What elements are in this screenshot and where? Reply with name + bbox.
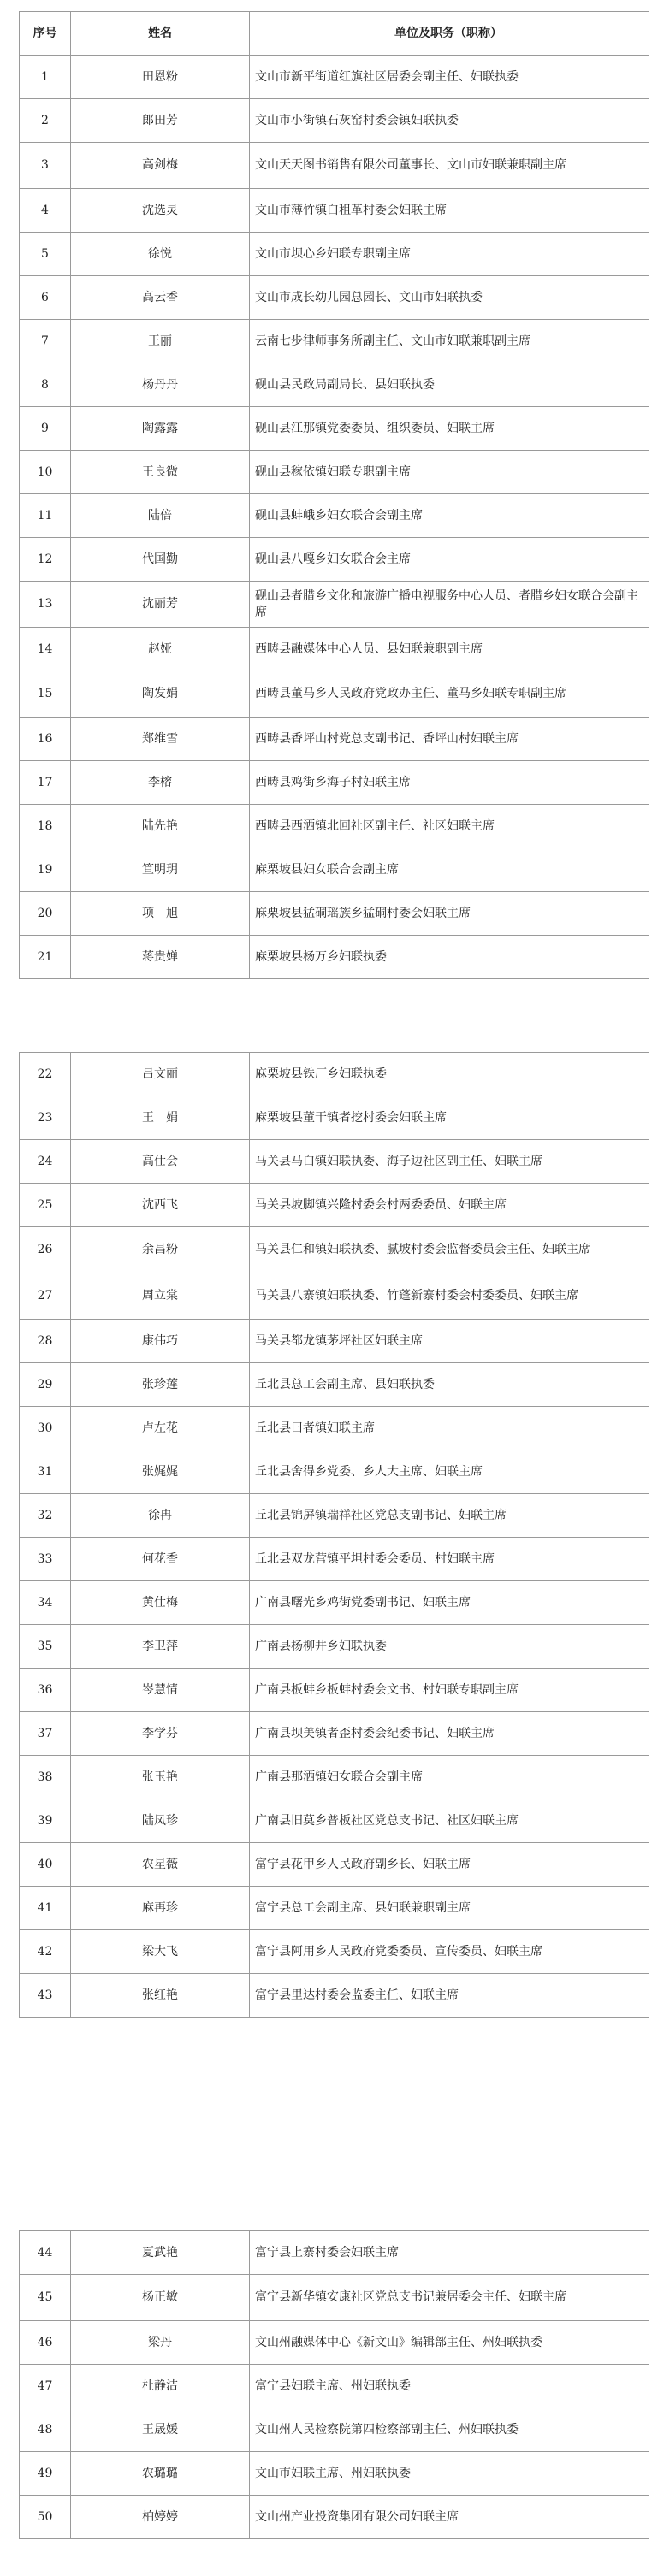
table-row xyxy=(20,407,649,451)
row-number: 28 xyxy=(20,1320,71,1363)
table-row xyxy=(20,1053,649,1096)
row-number: 29 xyxy=(20,1363,71,1407)
person-name: 黄仕梅 xyxy=(71,1581,250,1625)
unit-and-position: 马关县坡脚镇兴隆村委会村两委委员、妇联主席 xyxy=(250,1184,649,1227)
person-name: 王良微 xyxy=(71,451,250,494)
unit-and-position: 麻栗坡县董干镇者挖村委会妇联主席 xyxy=(250,1096,649,1140)
unit-and-position: 马关县仁和镇妇联执委、腻坡村委会监督委员会主任、妇联主席 xyxy=(250,1227,649,1273)
header-number: 序号 xyxy=(20,12,71,56)
row-number: 15 xyxy=(20,671,71,718)
row-number: 20 xyxy=(20,892,71,936)
table-row xyxy=(20,2275,649,2321)
table-row xyxy=(20,1669,649,1712)
person-name: 沈丽芳 xyxy=(71,582,250,628)
table-row xyxy=(20,1184,649,1227)
roster-table-part-2 xyxy=(19,1052,649,2018)
row-number: 48 xyxy=(20,2408,71,2452)
unit-and-position: 丘北县舍得乡党委、乡人大主席、妇联主席 xyxy=(250,1450,649,1494)
table-row xyxy=(20,1887,649,1930)
row-number: 14 xyxy=(20,628,71,671)
unit-and-position: 文山市坝心乡妇联专职副主席 xyxy=(250,233,649,276)
unit-and-position: 广南县坝美镇者歪村委会纪委书记、妇联主席 xyxy=(250,1712,649,1756)
person-name: 康伟巧 xyxy=(71,1320,250,1363)
person-name: 夏武艳 xyxy=(71,2231,250,2275)
unit-and-position: 富宁县妇联主席、州妇联执委 xyxy=(250,2365,649,2408)
row-number: 8 xyxy=(20,363,71,407)
unit-and-position: 麻栗坡县妇女联合会副主席 xyxy=(250,848,649,892)
table-row xyxy=(20,494,649,538)
person-name: 徐悦 xyxy=(71,233,250,276)
unit-and-position: 砚山县江那镇党委委员、组织委员、妇联主席 xyxy=(250,407,649,451)
row-number: 31 xyxy=(20,1450,71,1494)
row-number: 12 xyxy=(20,538,71,582)
table-row xyxy=(20,1712,649,1756)
unit-and-position: 文山市新平街道红旗社区居委会副主任、妇联执委 xyxy=(250,56,649,99)
person-name: 杨正敏 xyxy=(71,2275,250,2321)
unit-and-position: 富宁县总工会副主席、县妇联兼职副主席 xyxy=(250,1887,649,1930)
person-name: 张玉艳 xyxy=(71,1756,250,1799)
person-name: 陆倍 xyxy=(71,494,250,538)
row-number: 42 xyxy=(20,1930,71,1974)
unit-and-position: 麻栗坡县猛硐瑶族乡猛硐村委会妇联主席 xyxy=(250,892,649,936)
person-name: 岑慧情 xyxy=(71,1669,250,1712)
unit-and-position: 丘北县双龙营镇平坦村委会委员、村妇联主席 xyxy=(250,1538,649,1581)
row-number: 30 xyxy=(20,1407,71,1450)
unit-and-position: 砚山县者腊乡文化和旅游广播电视服务中心人员、者腊乡妇女联合会副主席 xyxy=(250,582,649,628)
row-number: 41 xyxy=(20,1887,71,1930)
row-number: 2 xyxy=(20,99,71,143)
person-name: 陆先艳 xyxy=(71,805,250,848)
unit-and-position: 广南县曙光乡鸡街党委副书记、妇联主席 xyxy=(250,1581,649,1625)
unit-and-position: 文山市小街镇石灰窑村委会镇妇联执委 xyxy=(250,99,649,143)
row-number: 45 xyxy=(20,2275,71,2321)
unit-and-position: 丘北县锦屏镇瑞祥社区党总支副书记、妇联主席 xyxy=(250,1494,649,1538)
table-row xyxy=(20,1625,649,1669)
table-row xyxy=(20,1140,649,1184)
table-row xyxy=(20,233,649,276)
table-row xyxy=(20,320,649,363)
table-row xyxy=(20,2321,649,2365)
unit-and-position: 西畴县董马乡人民政府党政办主任、董马乡妇联专职副主席 xyxy=(250,671,649,718)
unit-and-position: 富宁县上寨村委会妇联主席 xyxy=(250,2231,649,2275)
row-number: 3 xyxy=(20,143,71,189)
row-number: 35 xyxy=(20,1625,71,1669)
table-row xyxy=(20,671,649,718)
table-row xyxy=(20,718,649,761)
unit-and-position: 马关县马白镇妇联执委、海子边社区副主任、妇联主席 xyxy=(250,1140,649,1184)
table-row xyxy=(20,1450,649,1494)
row-number: 44 xyxy=(20,2231,71,2275)
row-number: 18 xyxy=(20,805,71,848)
person-name: 农星薇 xyxy=(71,1843,250,1887)
unit-and-position: 砚山县稼依镇妇联专职副主席 xyxy=(250,451,649,494)
unit-and-position: 云南七步律师事务所副主任、文山市妇联兼职副主席 xyxy=(250,320,649,363)
table-row xyxy=(20,1407,649,1450)
person-name: 梁大飞 xyxy=(71,1930,250,1974)
unit-and-position: 文山州融媒体中心《新文山》编辑部主任、州妇联执委 xyxy=(250,2321,649,2365)
unit-and-position: 砚山县民政局副局长、县妇联执委 xyxy=(250,363,649,407)
person-name: 张娓娓 xyxy=(71,1450,250,1494)
row-number: 50 xyxy=(20,2496,71,2539)
table-row xyxy=(20,1756,649,1799)
table-row xyxy=(20,1930,649,1974)
table-row xyxy=(20,1581,649,1625)
person-name: 杨丹丹 xyxy=(71,363,250,407)
person-name: 沈选灵 xyxy=(71,189,250,233)
table-row xyxy=(20,1843,649,1887)
person-name: 杜静洁 xyxy=(71,2365,250,2408)
table-row xyxy=(20,363,649,407)
unit-and-position: 广南县旧莫乡普板社区党总支书记、社区妇联主席 xyxy=(250,1799,649,1843)
unit-and-position: 广南县杨柳井乡妇联执委 xyxy=(250,1625,649,1669)
person-name: 卢左花 xyxy=(71,1407,250,1450)
table-row xyxy=(20,761,649,805)
row-number: 13 xyxy=(20,582,71,628)
table-row xyxy=(20,1799,649,1843)
person-name: 项 旭 xyxy=(71,892,250,936)
row-number: 26 xyxy=(20,1227,71,1273)
unit-and-position: 广南县那洒镇妇女联合会副主席 xyxy=(250,1756,649,1799)
unit-and-position: 文山市成长幼儿园总园长、文山市妇联执委 xyxy=(250,276,649,320)
person-name: 李学芬 xyxy=(71,1712,250,1756)
person-name: 周立棠 xyxy=(71,1273,250,1320)
unit-and-position: 文山州人民检察院第四检察部副主任、州妇联执委 xyxy=(250,2408,649,2452)
person-name: 高剑梅 xyxy=(71,143,250,189)
table-row xyxy=(20,56,649,99)
row-number: 6 xyxy=(20,276,71,320)
table-row xyxy=(20,2231,649,2275)
table-row xyxy=(20,2452,649,2496)
row-number: 36 xyxy=(20,1669,71,1712)
table-row xyxy=(20,582,649,628)
table-row xyxy=(20,1227,649,1273)
person-name: 赵娅 xyxy=(71,628,250,671)
table-row xyxy=(20,2365,649,2408)
roster-table-part-3 xyxy=(19,2230,649,2539)
person-name: 张珍莲 xyxy=(71,1363,250,1407)
row-number: 47 xyxy=(20,2365,71,2408)
unit-and-position: 丘北县曰者镇妇联主席 xyxy=(250,1407,649,1450)
person-name: 徐冉 xyxy=(71,1494,250,1538)
row-number: 9 xyxy=(20,407,71,451)
row-number: 38 xyxy=(20,1756,71,1799)
unit-and-position: 西畴县香坪山村党总支副书记、香坪山村妇联主席 xyxy=(250,718,649,761)
person-name: 笪明玥 xyxy=(71,848,250,892)
table-row xyxy=(20,936,649,979)
unit-and-position: 马关县八寨镇妇联执委、竹蓬新寨村委会村委委员、妇联主席 xyxy=(250,1273,649,1320)
row-number: 4 xyxy=(20,189,71,233)
person-name: 梁丹 xyxy=(71,2321,250,2365)
unit-and-position: 文山天天图书销售有限公司董事长、文山市妇联兼职副主席 xyxy=(250,143,649,189)
row-number: 33 xyxy=(20,1538,71,1581)
row-number: 32 xyxy=(20,1494,71,1538)
person-name: 郎田芳 xyxy=(71,99,250,143)
unit-and-position: 麻栗坡县杨万乡妇联执委 xyxy=(250,936,649,979)
person-name: 张红艳 xyxy=(71,1974,250,2018)
unit-and-position: 丘北县总工会副主席、县妇联执委 xyxy=(250,1363,649,1407)
person-name: 郑维雪 xyxy=(71,718,250,761)
row-number: 34 xyxy=(20,1581,71,1625)
person-name: 李卫萍 xyxy=(71,1625,250,1669)
row-number: 17 xyxy=(20,761,71,805)
table-row xyxy=(20,143,649,189)
unit-and-position: 文山州产业投资集团有限公司妇联主席 xyxy=(250,2496,649,2539)
table-row xyxy=(20,99,649,143)
unit-and-position: 麻栗坡县铁厂乡妇联执委 xyxy=(250,1053,649,1096)
unit-and-position: 西畴县鸡街乡海子村妇联主席 xyxy=(250,761,649,805)
unit-and-position: 西畴县西洒镇北回社区副主任、社区妇联主席 xyxy=(250,805,649,848)
person-name: 王丽 xyxy=(71,320,250,363)
person-name: 余昌粉 xyxy=(71,1227,250,1273)
row-number: 16 xyxy=(20,718,71,761)
unit-and-position: 砚山县八嘎乡妇女联合会主席 xyxy=(250,538,649,582)
person-name: 柏婷婷 xyxy=(71,2496,250,2539)
row-number: 5 xyxy=(20,233,71,276)
row-number: 22 xyxy=(20,1053,71,1096)
table-row xyxy=(20,2496,649,2539)
table-row xyxy=(20,189,649,233)
person-name: 李榕 xyxy=(71,761,250,805)
person-name: 高云香 xyxy=(71,276,250,320)
table-row xyxy=(20,1320,649,1363)
table-header-row xyxy=(20,12,649,56)
table-row xyxy=(20,538,649,582)
row-number: 24 xyxy=(20,1140,71,1184)
row-number: 11 xyxy=(20,494,71,538)
table-row xyxy=(20,276,649,320)
header-name: 姓名 xyxy=(71,12,250,56)
table-row xyxy=(20,1974,649,2018)
person-name: 王 娟 xyxy=(71,1096,250,1140)
person-name: 陶发娟 xyxy=(71,671,250,718)
row-number: 21 xyxy=(20,936,71,979)
row-number: 23 xyxy=(20,1096,71,1140)
unit-and-position: 马关县都龙镇茅坪社区妇联主席 xyxy=(250,1320,649,1363)
person-name: 吕文丽 xyxy=(71,1053,250,1096)
table-row xyxy=(20,1494,649,1538)
row-number: 19 xyxy=(20,848,71,892)
person-name: 陆凤珍 xyxy=(71,1799,250,1843)
unit-and-position: 富宁县里达村委会监委主任、妇联主席 xyxy=(250,1974,649,2018)
person-name: 麻再珍 xyxy=(71,1887,250,1930)
person-name: 田恩粉 xyxy=(71,56,250,99)
table-row xyxy=(20,1273,649,1320)
unit-and-position: 富宁县新华镇安康社区党总支书记兼居委会主任、妇联主席 xyxy=(250,2275,649,2321)
person-name: 代国勤 xyxy=(71,538,250,582)
row-number: 43 xyxy=(20,1974,71,2018)
table-row xyxy=(20,1538,649,1581)
table-row xyxy=(20,1096,649,1140)
person-name: 沈西飞 xyxy=(71,1184,250,1227)
person-name: 王晟媛 xyxy=(71,2408,250,2452)
table-row xyxy=(20,805,649,848)
person-name: 农璐璐 xyxy=(71,2452,250,2496)
person-name: 何花香 xyxy=(71,1538,250,1581)
row-number: 40 xyxy=(20,1843,71,1887)
row-number: 10 xyxy=(20,451,71,494)
row-number: 25 xyxy=(20,1184,71,1227)
row-number: 46 xyxy=(20,2321,71,2365)
row-number: 27 xyxy=(20,1273,71,1320)
row-number: 7 xyxy=(20,320,71,363)
header-position: 单位及职务（职称） xyxy=(250,12,649,56)
row-number: 39 xyxy=(20,1799,71,1843)
row-number: 1 xyxy=(20,56,71,99)
roster-table-part-1 xyxy=(19,11,649,979)
unit-and-position: 富宁县花甲乡人民政府副乡长、妇联主席 xyxy=(250,1843,649,1887)
person-name: 陶露露 xyxy=(71,407,250,451)
unit-and-position: 西畴县融媒体中心人员、县妇联兼职副主席 xyxy=(250,628,649,671)
table-row xyxy=(20,848,649,892)
unit-and-position: 广南县板蚌乡板蚌村委会文书、村妇联专职副主席 xyxy=(250,1669,649,1712)
unit-and-position: 砚山县蚌峨乡妇女联合会副主席 xyxy=(250,494,649,538)
row-number: 37 xyxy=(20,1712,71,1756)
person-name: 蒋贵婵 xyxy=(71,936,250,979)
table-row xyxy=(20,892,649,936)
table-row xyxy=(20,1363,649,1407)
unit-and-position: 富宁县阿用乡人民政府党委委员、宣传委员、妇联主席 xyxy=(250,1930,649,1974)
table-row xyxy=(20,451,649,494)
row-number: 49 xyxy=(20,2452,71,2496)
unit-and-position: 文山市妇联主席、州妇联执委 xyxy=(250,2452,649,2496)
person-name: 高仕会 xyxy=(71,1140,250,1184)
unit-and-position: 文山市薄竹镇白租革村委会妇联主席 xyxy=(250,189,649,233)
table-row xyxy=(20,2408,649,2452)
table-row xyxy=(20,628,649,671)
